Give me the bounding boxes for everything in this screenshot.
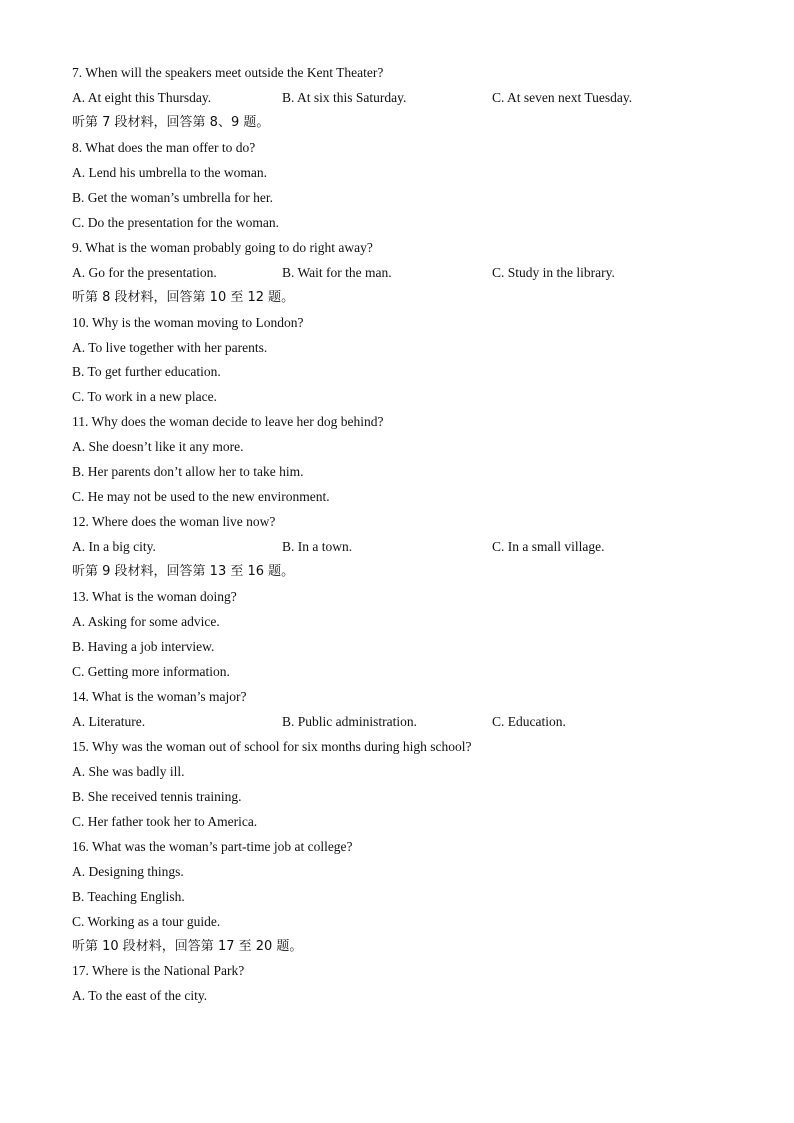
option-b: B. Having a job interview.: [72, 639, 215, 654]
option-b: B. Teaching English.: [72, 889, 185, 904]
option-c: C. Education.: [492, 714, 566, 729]
option-a: A. To live together with her parents.: [72, 340, 268, 355]
option-c: C. He may not be used to the new environment.: [72, 489, 330, 504]
option-c: C. Her father took her to America.: [72, 814, 258, 829]
section-instruction: 听第 9 段材料，回答第 13 至 16 题。: [72, 564, 295, 579]
option-b: B. At six this Saturday.: [282, 90, 407, 105]
option-c: C. Working as a tour guide.: [72, 914, 221, 929]
option-a: A. She was badly ill.: [72, 764, 185, 779]
option-b: B. Public administration.: [282, 714, 417, 729]
option-a: A. Go for the presentation.: [72, 265, 217, 280]
option-c: C. To work in a new place.: [72, 389, 218, 404]
option-b: B. Wait for the man.: [282, 265, 392, 280]
option-c: C. Do the presentation for the woman.: [72, 215, 279, 230]
option-b: B. She received tennis training.: [72, 789, 242, 804]
question-12: 12. Where does the woman live now?: [72, 514, 276, 529]
question-10: 10. Why is the woman moving to London?: [72, 315, 304, 330]
option-b: B. To get further education.: [72, 364, 221, 379]
section-instruction: 听第 8 段材料，回答第 10 至 12 题。: [72, 290, 295, 305]
question-8: 8. What does the man offer to do?: [72, 140, 256, 155]
question-15: 15. Why was the woman out of school for six months during high school?: [72, 739, 472, 754]
option-b: B. Her parents don’t allow her to take him.: [72, 464, 304, 479]
option-b: B. In a town.: [282, 539, 353, 554]
option-c: C. Getting more information.: [72, 664, 230, 679]
option-c: C. In a small village.: [492, 539, 605, 554]
option-a: A. In a big city.: [72, 539, 156, 554]
question-14: 14. What is the woman’s major?: [72, 689, 247, 704]
option-a: A. Lend his umbrella to the woman.: [72, 165, 267, 180]
option-a: A. Literature.: [72, 714, 146, 729]
section-instruction: 听第 7 段材料，回答第 8、9 题。: [72, 115, 270, 130]
question-17: 17. Where is the National Park?: [72, 963, 245, 978]
option-a: A. Asking for some advice.: [72, 614, 220, 629]
option-b: B. Get the woman’s umbrella for her.: [72, 190, 273, 205]
option-a: A. At eight this Thursday.: [72, 90, 212, 105]
question-16: 16. What was the woman’s part-time job at college?: [72, 839, 353, 854]
section-instruction: 听第 10 段材料，回答第 17 至 20 题。: [72, 939, 303, 954]
question-9: 9. What is the woman probably going to do right away?: [72, 240, 373, 255]
option-c: C. At seven next Tuesday.: [492, 90, 633, 105]
option-a: A. She doesn’t like it any more.: [72, 439, 244, 454]
option-a: A. Designing things.: [72, 864, 184, 879]
question-13: 13. What is the woman doing?: [72, 589, 237, 604]
question-11: 11. Why does the woman decide to leave her dog behind?: [72, 414, 384, 429]
question-7: 7. When will the speakers meet outside the Kent Theater?: [72, 65, 384, 80]
option-c: C. Study in the library.: [492, 265, 615, 280]
option-a: A. To the east of the city.: [72, 988, 208, 1003]
